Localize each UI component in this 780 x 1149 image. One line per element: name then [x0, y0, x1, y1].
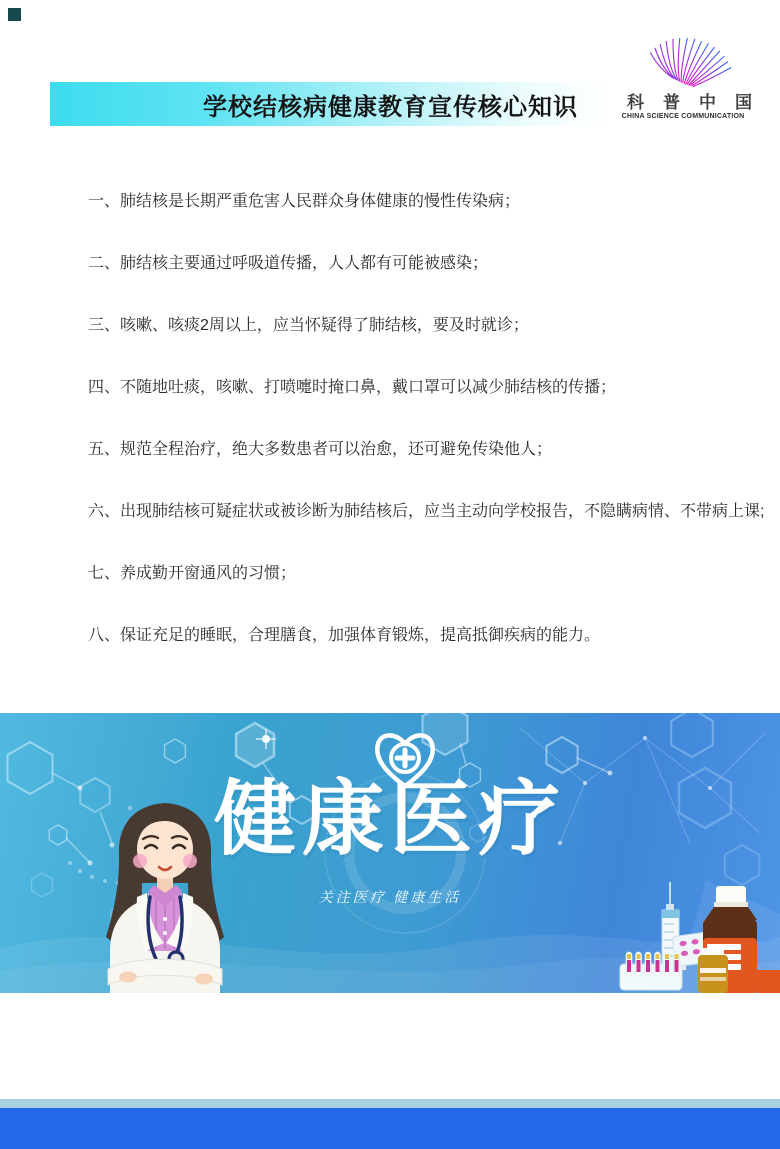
doctor-illustration — [84, 799, 246, 993]
banner-subtitle: 关注医疗 健康生活 — [318, 891, 462, 906]
list-item: 五、规范全程治疗，绝大多数患者可以治愈，还可避免传染他人； — [88, 441, 553, 458]
kepu-china-logo — [608, 36, 771, 120]
header-banner — [50, 82, 612, 126]
list-item: 六、出现肺结核可疑症状或被诊断为肺结核后，应当主动向学校报告，不隐瞒病情、不带病上课; — [88, 503, 765, 520]
logo-text-en: CHINA SCIENCE COMMUNICATION — [621, 113, 745, 120]
medicine-bottles-illustration — [618, 880, 780, 993]
corner-mark — [8, 8, 21, 21]
swoosh-wing-icon — [646, 36, 736, 92]
list-item: 四、不随地吐痰，咳嗽、打喷嚏时掩口鼻，戴口罩可以减少肺结核的传播； — [88, 379, 617, 396]
list-item: 七、养成勤开窗通风的习惯； — [88, 565, 297, 582]
footer-strip-blue — [0, 1108, 780, 1149]
list-item: 三、咳嗽、咳痰2周以上，应当怀疑得了肺结核，要及时就诊； — [88, 317, 529, 334]
knowledge-list — [88, 192, 765, 688]
health-banner — [0, 713, 780, 993]
logo-text-cn: 科普中国 — [627, 93, 771, 112]
footer-strip-light — [0, 1099, 780, 1108]
list-item: 八、保证充足的睡眠，合理膳食，加强体育锻炼，提高抵御疾病的能力。 — [88, 627, 601, 644]
list-item: 一、肺结核是长期严重危害人民群众身体健康的慢性传染病； — [88, 193, 521, 210]
page-title: 学校结核病健康教育宣传核心知识 — [203, 93, 578, 121]
list-item: 二、肺结核主要通过呼吸道传播，人人都有可能被感染； — [88, 255, 489, 272]
banner-title: 健康医疗 — [213, 774, 566, 865]
